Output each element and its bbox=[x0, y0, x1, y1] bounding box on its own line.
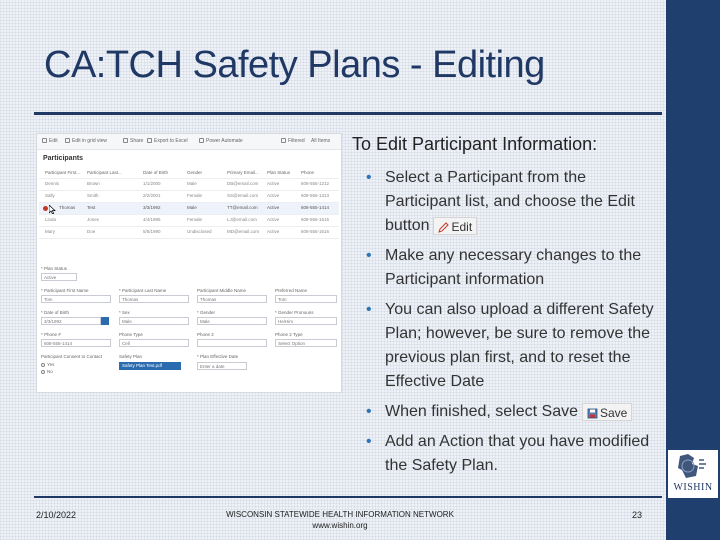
toolbar-edit[interactable]: Edit bbox=[42, 138, 58, 144]
table-cell: Undisclosed bbox=[187, 229, 212, 234]
participants-table bbox=[39, 168, 339, 239]
first-name-label: * Participant First Name bbox=[41, 288, 89, 293]
last-name-input[interactable]: Thomas bbox=[119, 295, 189, 303]
phone2-input[interactable] bbox=[197, 339, 267, 347]
table-cell: Active bbox=[267, 217, 280, 222]
table-cell: Sally bbox=[45, 193, 55, 198]
last-name-label: * Participant Last Name bbox=[119, 288, 167, 293]
dob-input[interactable]: 3/3/1992 bbox=[41, 317, 101, 325]
title-underline bbox=[34, 112, 662, 115]
calendar-icon[interactable] bbox=[101, 317, 109, 325]
toolbar-edit-grid[interactable]: Edit in grid view bbox=[65, 138, 107, 144]
toolbar-export[interactable]: Export to Excel bbox=[147, 138, 188, 144]
consent-yes-radio[interactable]: Yes bbox=[41, 362, 54, 367]
toolbar-share[interactable]: Share bbox=[123, 138, 143, 144]
table-cell: SS@email.com bbox=[227, 193, 259, 198]
column-header[interactable]: Primary Email... bbox=[227, 170, 259, 175]
footer-date: 2/10/2022 bbox=[36, 510, 77, 520]
page-number: 23 bbox=[632, 510, 643, 520]
list-title: Participants bbox=[43, 155, 84, 162]
column-header[interactable]: Participant First... bbox=[45, 170, 81, 175]
list-item: • Make any necessary changes to the Participant information bbox=[366, 244, 662, 292]
share-icon bbox=[123, 138, 128, 143]
phone2-label: Phone 2 bbox=[197, 332, 214, 337]
sex-label: * Sex bbox=[119, 310, 130, 315]
preferred-name-label: Preferred Name bbox=[275, 288, 308, 293]
safety-plan-file-chip[interactable]: Safety Plan Test.pdf bbox=[119, 362, 181, 370]
instructions-heading: To Edit Participant Information: bbox=[352, 134, 598, 154]
filter-icon bbox=[281, 138, 286, 143]
column-header[interactable]: Gender bbox=[187, 170, 203, 175]
list-item: • Select a Participant from the Participant list, and choose the Edit button Edit bbox=[366, 166, 662, 238]
bullet-icon: • bbox=[366, 169, 372, 186]
table-cell: LJ@email.com bbox=[227, 217, 257, 222]
table-cell: Mary bbox=[45, 229, 55, 234]
consent-label: Participant Consent to Contact bbox=[41, 354, 103, 359]
table-row[interactable] bbox=[39, 227, 339, 239]
table-cell: 608-555-1616 bbox=[301, 229, 330, 234]
preferred-name-input[interactable]: Tom bbox=[275, 295, 337, 303]
list-item: • Add an Action that you have modified the Safety Plan. bbox=[366, 430, 662, 478]
table-cell: Active bbox=[267, 205, 280, 210]
table-cell: Thomas bbox=[59, 205, 76, 210]
footer-org-name: WISCONSIN STATEWIDE HEALTH INFORMATION NETWORK bbox=[226, 510, 454, 519]
phone-type-select[interactable]: Cell bbox=[119, 339, 189, 347]
phone2-type-label: Phone 2 Type bbox=[275, 332, 303, 337]
column-header[interactable]: Participant Last... bbox=[87, 170, 122, 175]
table-cell: 2/2/2001 bbox=[143, 193, 161, 198]
column-header[interactable]: Date of Birth bbox=[143, 170, 169, 175]
bullet-icon: • bbox=[366, 433, 372, 450]
table-row[interactable] bbox=[39, 179, 339, 191]
table-cell: Female bbox=[187, 217, 203, 222]
table-cell: 608-555-1414 bbox=[301, 205, 330, 210]
safety-plan-label: Safety Plan bbox=[119, 354, 143, 359]
slide-title: CA:TCH Safety Plans - Editing bbox=[44, 44, 545, 86]
toolbar-filtered[interactable]: Filtered bbox=[281, 138, 305, 144]
wishin-map-icon bbox=[668, 450, 718, 482]
pencil-icon bbox=[438, 222, 449, 233]
table-cell: Doe bbox=[87, 229, 96, 234]
flow-icon bbox=[199, 138, 204, 143]
radio-icon bbox=[41, 370, 45, 374]
footer-org-url: www.wishin.org bbox=[312, 521, 368, 530]
plan-status-select[interactable]: Active bbox=[41, 273, 77, 281]
table-cell: 4/4/1985 bbox=[143, 217, 161, 222]
bullet-icon: • bbox=[366, 301, 372, 318]
table-cell: Smith bbox=[87, 193, 99, 198]
table-cell: Brown bbox=[87, 181, 100, 186]
first-name-input[interactable]: Tom bbox=[41, 295, 111, 303]
middle-name-label: Participant Middle Name bbox=[197, 288, 247, 293]
list-item: • When finished, select Save Save bbox=[366, 400, 662, 424]
table-row-selected[interactable] bbox=[39, 203, 339, 215]
table-cell: Test bbox=[87, 205, 96, 210]
pronouns-label: * Gender Pronouns bbox=[275, 310, 314, 315]
table-cell: Linda bbox=[45, 217, 57, 222]
grid-icon bbox=[65, 138, 70, 143]
excel-icon bbox=[147, 138, 152, 143]
logo-text: WISHIN bbox=[673, 482, 713, 493]
bullet-icon: • bbox=[366, 247, 372, 264]
column-header[interactable]: Phone bbox=[301, 170, 315, 175]
phone-input[interactable]: 608-555-1414 bbox=[41, 339, 111, 347]
table-cell: 5/5/1990 bbox=[143, 229, 161, 234]
consent-no-radio[interactable]: No bbox=[41, 369, 53, 374]
footer-organization bbox=[200, 509, 480, 531]
row-select-radio[interactable] bbox=[43, 206, 48, 211]
table-cell: Jones bbox=[87, 217, 100, 222]
plan-status-label: * Plan Status bbox=[41, 266, 68, 271]
footer-rule bbox=[34, 496, 662, 498]
phone-label: * Phone # bbox=[41, 332, 61, 337]
table-cell: MD@email.com bbox=[227, 229, 260, 234]
table-cell: 608-555-1313 bbox=[301, 193, 330, 198]
table-cell: Male bbox=[187, 205, 197, 210]
phone-type-label: Phone Type bbox=[119, 332, 143, 337]
list-toolbar bbox=[37, 134, 341, 150]
table-cell: Active bbox=[267, 193, 280, 198]
instruction-list bbox=[366, 166, 662, 484]
pronouns-select[interactable]: He/Him bbox=[275, 317, 337, 325]
list-item: • You can also upload a different Safety Plan; however, be sure to remove the previous plan first, and to reset the Effective Date bbox=[366, 298, 662, 394]
dob-label: * Date of Birth bbox=[41, 310, 70, 315]
gender-label: * Gender bbox=[197, 310, 216, 315]
edit-button-illustration: Edit bbox=[433, 217, 477, 235]
table-cell: 608-555-1212 bbox=[301, 181, 330, 186]
toolbar-automate[interactable]: Power Automate bbox=[199, 138, 243, 144]
mouse-cursor-icon bbox=[49, 205, 56, 214]
middle-name-input[interactable]: Thomas bbox=[197, 295, 267, 303]
table-cell: DB@email.com bbox=[227, 181, 259, 186]
sex-select[interactable]: Male bbox=[119, 317, 189, 325]
gender-select[interactable]: Male bbox=[197, 317, 267, 325]
table-cell: Male bbox=[187, 181, 197, 186]
table-cell: 608-555-1515 bbox=[301, 217, 330, 222]
phone2-type-select[interactable]: Select Option bbox=[275, 339, 337, 347]
table-cell: Dennis bbox=[45, 181, 60, 186]
table-row[interactable] bbox=[39, 215, 339, 227]
table-cell: 3/3/1992 bbox=[143, 205, 161, 210]
radio-icon bbox=[41, 363, 45, 367]
sharepoint-screenshot bbox=[36, 133, 342, 393]
table-cell: Female bbox=[187, 193, 203, 198]
toolbar-view[interactable]: All Items bbox=[311, 138, 331, 144]
effective-date-label: * Plan Effective Date bbox=[197, 354, 239, 359]
wishin-logo bbox=[668, 450, 718, 498]
column-header[interactable]: Plan Status bbox=[267, 170, 291, 175]
pencil-icon bbox=[42, 138, 47, 143]
table-cell: Active bbox=[267, 181, 280, 186]
table-cell: 1/1/2000 bbox=[143, 181, 161, 186]
table-row[interactable] bbox=[39, 191, 339, 203]
effective-date-input[interactable]: Enter a date bbox=[197, 362, 247, 370]
save-button-illustration: Save bbox=[582, 403, 632, 421]
bullet-icon: • bbox=[366, 403, 372, 420]
floppy-disk-icon bbox=[587, 408, 598, 419]
table-header bbox=[39, 168, 339, 179]
table-cell: Active bbox=[267, 229, 280, 234]
table-cell: TT@email.com bbox=[227, 205, 258, 210]
